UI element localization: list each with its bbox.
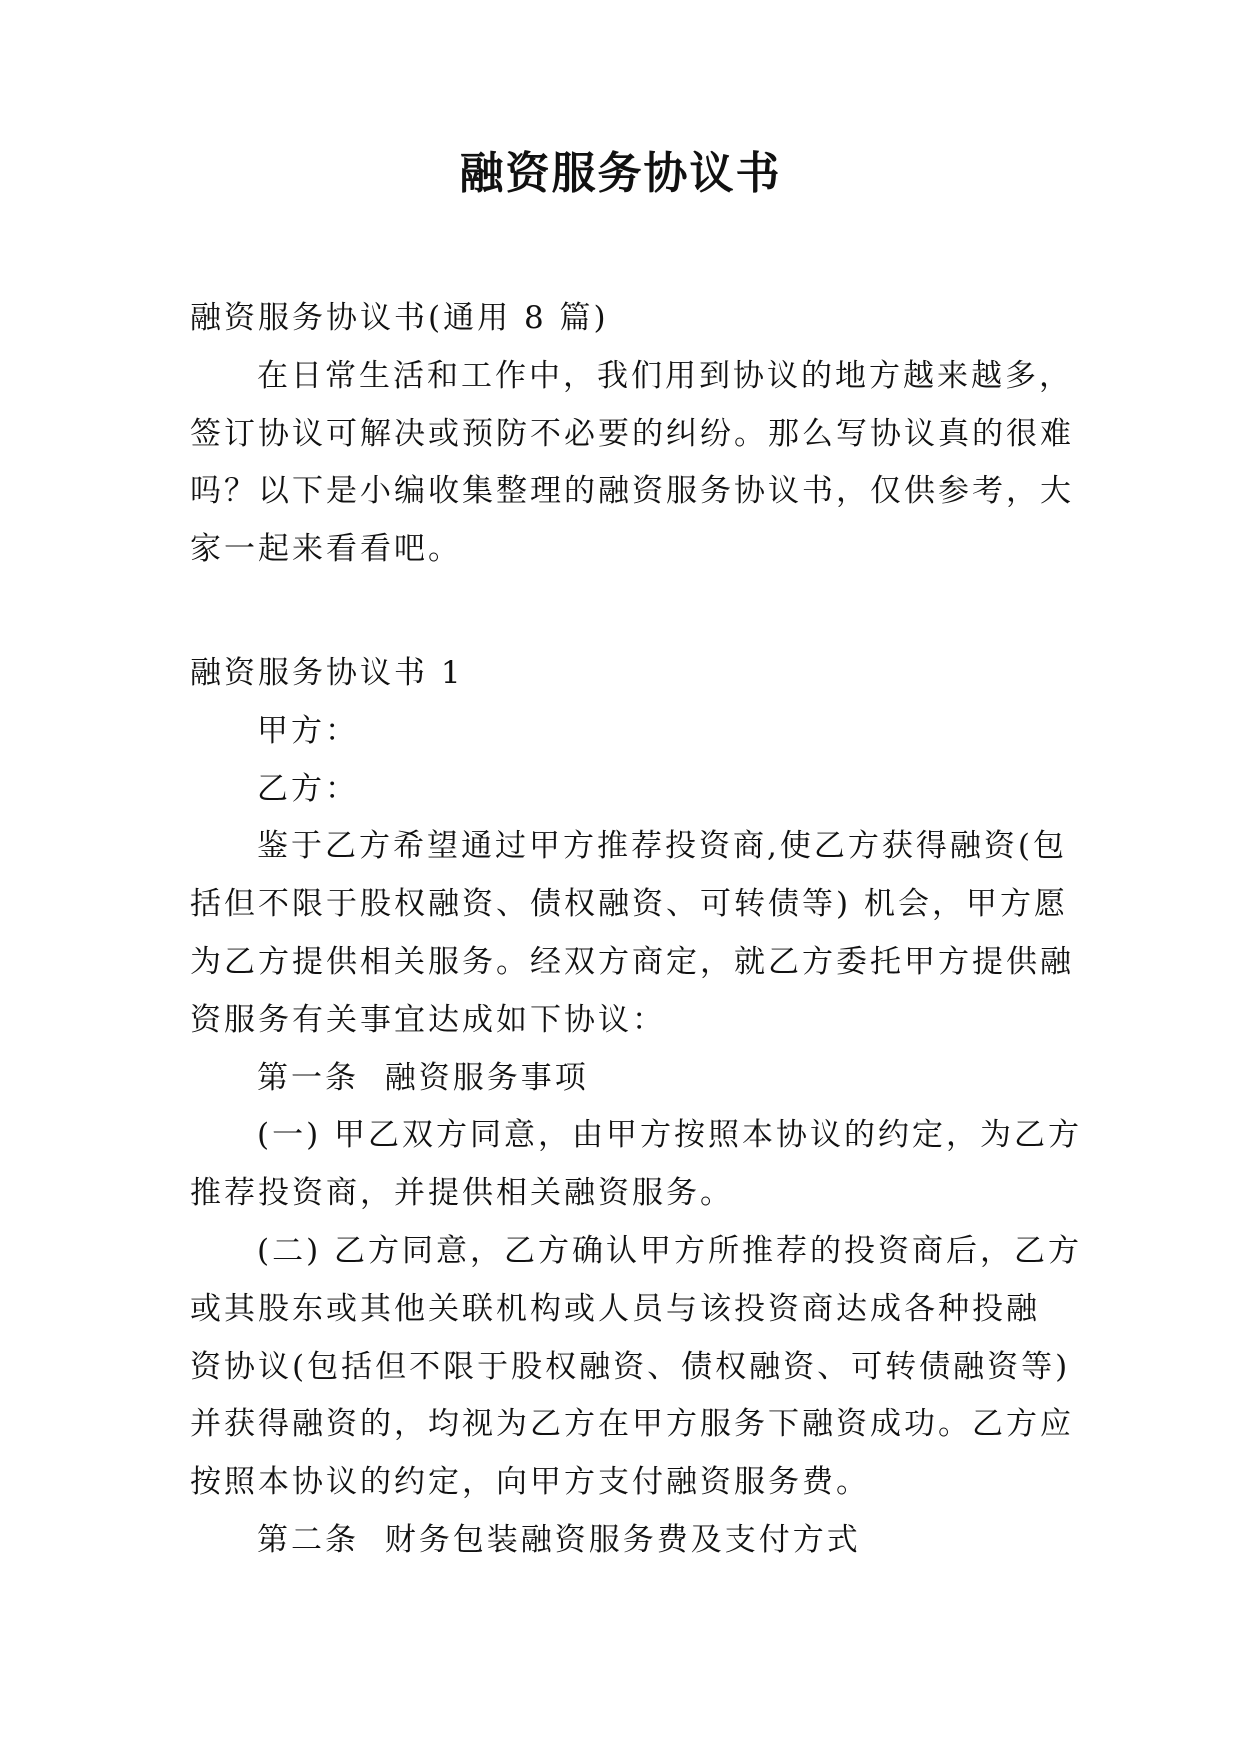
article-1-item-1-line: 推荐投资商，并提供相关融资服务。	[190, 1175, 734, 1212]
article-1-item-2-line: 按照本协议的约定，向甲方支付融资服务费。	[190, 1464, 870, 1501]
party-a-label: 甲方：	[257, 712, 359, 749]
paragraph-spacer	[190, 579, 1060, 645]
article-1-heading: 第一条 融资服务事项	[257, 1059, 589, 1096]
document-body	[190, 290, 1083, 1570]
document-subtitle: 融资服务协议书(通用 8 篇)	[190, 300, 609, 336]
preamble-line: 括但不限于股权融资、债权融资、可转债等) 机会，甲方愿	[190, 886, 1068, 923]
article-1-item-1-line: (一) 甲乙双方同意，由甲方按照本协议的约定，为乙方	[257, 1117, 1083, 1154]
article-2-heading: 第二条 财务包装融资服务费及支付方式	[257, 1521, 861, 1558]
preamble-line: 为乙方提供相关服务。经双方商定，就乙方委托甲方提供融	[190, 943, 1074, 980]
party-b-label: 乙方：	[257, 770, 359, 807]
section-heading: 融资服务协议书 1	[190, 654, 464, 691]
document-title: 融资服务协议书	[459, 148, 782, 199]
preamble-line: 资服务有关事宜达成如下协议：	[190, 1001, 666, 1038]
intro-line: 家一起来看看吧。	[190, 531, 462, 568]
intro-line: 吗？以下是小编收集整理的融资服务协议书，仅供参考，大	[190, 473, 1074, 510]
intro-line: 签订协议可解决或预防不必要的纠纷。那么写协议真的很难	[190, 415, 1074, 452]
article-1-item-2-line: 或其股东或其他关联机构或人员与该投资商达成各种投融	[190, 1290, 1040, 1327]
intro-line: 在日常生活和工作中，我们用到协议的地方越来越多，	[257, 357, 1073, 394]
article-1-item-2-line: 资协议(包括但不限于股权融资、债权融资、可转债融资等)	[190, 1348, 1071, 1385]
article-1-item-2-line: (二) 乙方同意，乙方确认甲方所推荐的投资商后，乙方	[257, 1232, 1083, 1269]
article-1-item-2-line: 并获得融资的，均视为乙方在甲方服务下融资成功。乙方应	[190, 1406, 1074, 1443]
preamble-line: 鉴于乙方希望通过甲方推荐投资商,使乙方获得融资(包	[257, 828, 1067, 865]
